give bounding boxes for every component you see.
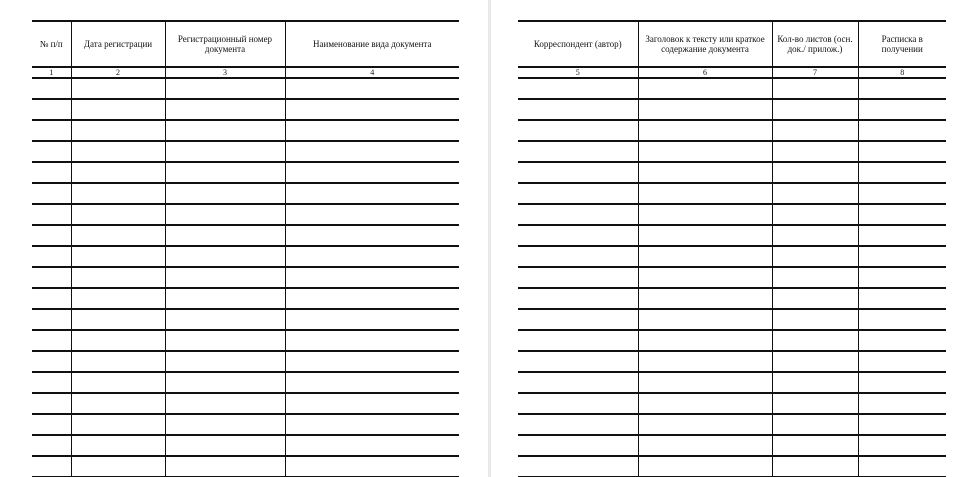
blank-cell	[285, 351, 459, 372]
blank-cell	[638, 435, 772, 456]
column-number: 1	[32, 67, 71, 78]
table-row	[518, 204, 946, 225]
table-row	[518, 120, 946, 141]
table-row	[32, 456, 459, 477]
table-row	[518, 246, 946, 267]
blank-cell	[638, 99, 772, 120]
blank-cell	[858, 246, 946, 267]
column-number: 6	[638, 67, 772, 78]
blank-cell	[71, 351, 165, 372]
blank-cell	[772, 456, 858, 477]
table-row	[32, 414, 459, 435]
blank-cell	[285, 162, 459, 183]
blank-cell	[518, 435, 638, 456]
blank-cell	[772, 267, 858, 288]
blank-cell	[638, 288, 772, 309]
blank-cell	[858, 414, 946, 435]
blank-cell	[71, 414, 165, 435]
blank-cell	[165, 141, 285, 162]
blank-cell	[71, 393, 165, 414]
blank-cell	[165, 351, 285, 372]
blank-cell	[772, 372, 858, 393]
blank-cell	[518, 78, 638, 99]
blank-cell	[638, 78, 772, 99]
table-row	[518, 141, 946, 162]
blank-cell	[285, 309, 459, 330]
header-row-number: № п/п	[32, 21, 71, 67]
blank-cell	[71, 99, 165, 120]
blank-cell	[518, 330, 638, 351]
blank-cell	[165, 435, 285, 456]
journal-page-right	[491, 0, 977, 477]
blank-cell	[165, 120, 285, 141]
blank-cell	[71, 309, 165, 330]
blank-cell	[32, 267, 71, 288]
blank-cell	[285, 120, 459, 141]
blank-cell	[858, 267, 946, 288]
table-row	[32, 141, 459, 162]
table-row	[518, 435, 946, 456]
blank-cell	[32, 330, 71, 351]
table-row	[518, 78, 946, 99]
blank-cell	[772, 393, 858, 414]
blank-cell	[518, 414, 638, 435]
blank-cell	[71, 456, 165, 477]
blank-cell	[71, 288, 165, 309]
blank-cell	[772, 225, 858, 246]
blank-cell	[858, 78, 946, 99]
blank-cell	[772, 435, 858, 456]
blank-cell	[165, 183, 285, 204]
table-row	[32, 393, 459, 414]
blank-cell	[285, 372, 459, 393]
table-row	[32, 183, 459, 204]
blank-cell	[518, 162, 638, 183]
blank-cell	[285, 393, 459, 414]
table-body-left	[32, 78, 459, 477]
header-row	[32, 21, 459, 67]
blank-cell	[638, 183, 772, 204]
table-row	[518, 183, 946, 204]
blank-cell	[165, 309, 285, 330]
table-row	[32, 309, 459, 330]
blank-cell	[518, 309, 638, 330]
table-row	[32, 330, 459, 351]
blank-cell	[638, 414, 772, 435]
blank-cell	[32, 309, 71, 330]
blank-cell	[71, 435, 165, 456]
table-row	[518, 162, 946, 183]
blank-cell	[285, 141, 459, 162]
blank-cell	[638, 162, 772, 183]
header-document-type: Наименование вида документа	[285, 21, 459, 67]
blank-cell	[32, 120, 71, 141]
blank-cell	[858, 309, 946, 330]
blank-cell	[32, 456, 71, 477]
blank-cell	[518, 204, 638, 225]
blank-cell	[772, 330, 858, 351]
blank-cell	[858, 204, 946, 225]
table-row	[518, 414, 946, 435]
blank-cell	[285, 225, 459, 246]
table-row	[518, 393, 946, 414]
blank-cell	[285, 330, 459, 351]
column-number: 5	[518, 67, 638, 78]
blank-cell	[858, 141, 946, 162]
registration-table-left	[32, 20, 459, 477]
blank-cell	[285, 456, 459, 477]
blank-cell	[165, 162, 285, 183]
journal-page-left	[0, 0, 488, 477]
blank-cell	[638, 267, 772, 288]
blank-cell	[772, 141, 858, 162]
blank-cell	[32, 183, 71, 204]
blank-cell	[165, 246, 285, 267]
blank-cell	[638, 393, 772, 414]
blank-cell	[285, 246, 459, 267]
blank-cell	[71, 330, 165, 351]
header-receipt: Расписка в получении	[858, 21, 946, 67]
blank-cell	[638, 330, 772, 351]
table-row	[32, 351, 459, 372]
header-registration-number: Регистрационный номер документа	[165, 21, 285, 67]
blank-cell	[32, 435, 71, 456]
blank-cell	[71, 267, 165, 288]
table-row	[518, 288, 946, 309]
blank-cell	[71, 372, 165, 393]
blank-cell	[772, 288, 858, 309]
blank-cell	[858, 435, 946, 456]
blank-cell	[518, 99, 638, 120]
table-body-right	[518, 78, 946, 477]
blank-cell	[858, 330, 946, 351]
blank-cell	[285, 99, 459, 120]
blank-cell	[165, 267, 285, 288]
blank-cell	[165, 99, 285, 120]
blank-cell	[772, 183, 858, 204]
table-row	[32, 435, 459, 456]
header-correspondent: Корреспондент (автор)	[518, 21, 638, 67]
blank-cell	[858, 99, 946, 120]
blank-cell	[772, 246, 858, 267]
blank-cell	[71, 204, 165, 225]
blank-cell	[772, 204, 858, 225]
blank-cell	[858, 162, 946, 183]
blank-cell	[71, 141, 165, 162]
table-row	[32, 162, 459, 183]
blank-cell	[772, 99, 858, 120]
blank-cell	[32, 393, 71, 414]
column-number: 3	[165, 67, 285, 78]
blank-cell	[165, 372, 285, 393]
table-row	[32, 288, 459, 309]
table-row	[518, 267, 946, 288]
registration-table-right	[518, 20, 946, 477]
blank-cell	[518, 225, 638, 246]
blank-cell	[772, 414, 858, 435]
blank-cell	[285, 204, 459, 225]
blank-cell	[518, 141, 638, 162]
blank-cell	[518, 351, 638, 372]
blank-cell	[71, 120, 165, 141]
blank-cell	[165, 456, 285, 477]
table-row	[32, 99, 459, 120]
table-row	[518, 372, 946, 393]
blank-cell	[285, 288, 459, 309]
blank-cell	[858, 183, 946, 204]
blank-cell	[772, 309, 858, 330]
header-summary: Заголовок к тексту или краткое содержание документа	[638, 21, 772, 67]
blank-cell	[165, 414, 285, 435]
blank-cell	[32, 246, 71, 267]
blank-cell	[285, 78, 459, 99]
blank-cell	[32, 351, 71, 372]
blank-cell	[32, 225, 71, 246]
blank-cell	[638, 246, 772, 267]
column-number-row	[32, 67, 459, 78]
blank-cell	[638, 204, 772, 225]
blank-cell	[71, 183, 165, 204]
blank-cell	[638, 309, 772, 330]
blank-cell	[772, 162, 858, 183]
blank-cell	[772, 78, 858, 99]
column-number-row	[518, 67, 946, 78]
blank-cell	[772, 120, 858, 141]
blank-cell	[285, 435, 459, 456]
blank-cell	[858, 393, 946, 414]
blank-cell	[285, 414, 459, 435]
blank-cell	[32, 99, 71, 120]
blank-cell	[638, 141, 772, 162]
blank-cell	[32, 204, 71, 225]
table-row	[32, 78, 459, 99]
table-row	[518, 225, 946, 246]
blank-cell	[32, 372, 71, 393]
table-row	[518, 309, 946, 330]
table-row	[32, 372, 459, 393]
blank-cell	[518, 120, 638, 141]
blank-cell	[518, 246, 638, 267]
blank-cell	[858, 225, 946, 246]
column-number: 4	[285, 67, 459, 78]
header-sheet-count: Кол-во листов (осн. док./ прилож.)	[772, 21, 858, 67]
blank-cell	[518, 267, 638, 288]
blank-cell	[165, 225, 285, 246]
blank-cell	[638, 225, 772, 246]
table-row	[32, 267, 459, 288]
blank-cell	[32, 78, 71, 99]
blank-cell	[285, 183, 459, 204]
blank-cell	[638, 456, 772, 477]
blank-cell	[638, 372, 772, 393]
blank-cell	[32, 414, 71, 435]
blank-cell	[858, 288, 946, 309]
blank-cell	[285, 267, 459, 288]
blank-cell	[32, 141, 71, 162]
blank-cell	[638, 120, 772, 141]
blank-cell	[858, 120, 946, 141]
blank-cell	[71, 225, 165, 246]
blank-cell	[858, 351, 946, 372]
blank-cell	[518, 393, 638, 414]
table-row	[518, 351, 946, 372]
table-row	[32, 225, 459, 246]
table-row	[32, 120, 459, 141]
blank-cell	[518, 456, 638, 477]
blank-cell	[518, 288, 638, 309]
blank-cell	[518, 183, 638, 204]
blank-cell	[165, 393, 285, 414]
table-row	[518, 456, 946, 477]
blank-cell	[32, 162, 71, 183]
table-row	[32, 246, 459, 267]
blank-cell	[638, 351, 772, 372]
blank-cell	[165, 204, 285, 225]
column-number: 2	[71, 67, 165, 78]
blank-cell	[165, 288, 285, 309]
blank-cell	[71, 246, 165, 267]
blank-cell	[165, 330, 285, 351]
blank-cell	[71, 162, 165, 183]
header-row	[518, 21, 946, 67]
table-row	[518, 99, 946, 120]
table-row	[518, 330, 946, 351]
blank-cell	[772, 351, 858, 372]
column-number: 7	[772, 67, 858, 78]
blank-cell	[32, 288, 71, 309]
table-row	[32, 204, 459, 225]
blank-cell	[518, 372, 638, 393]
blank-cell	[858, 372, 946, 393]
blank-cell	[858, 456, 946, 477]
column-number: 8	[858, 67, 946, 78]
blank-cell	[71, 78, 165, 99]
blank-cell	[165, 78, 285, 99]
header-registration-date: Дата регистрации	[71, 21, 165, 67]
